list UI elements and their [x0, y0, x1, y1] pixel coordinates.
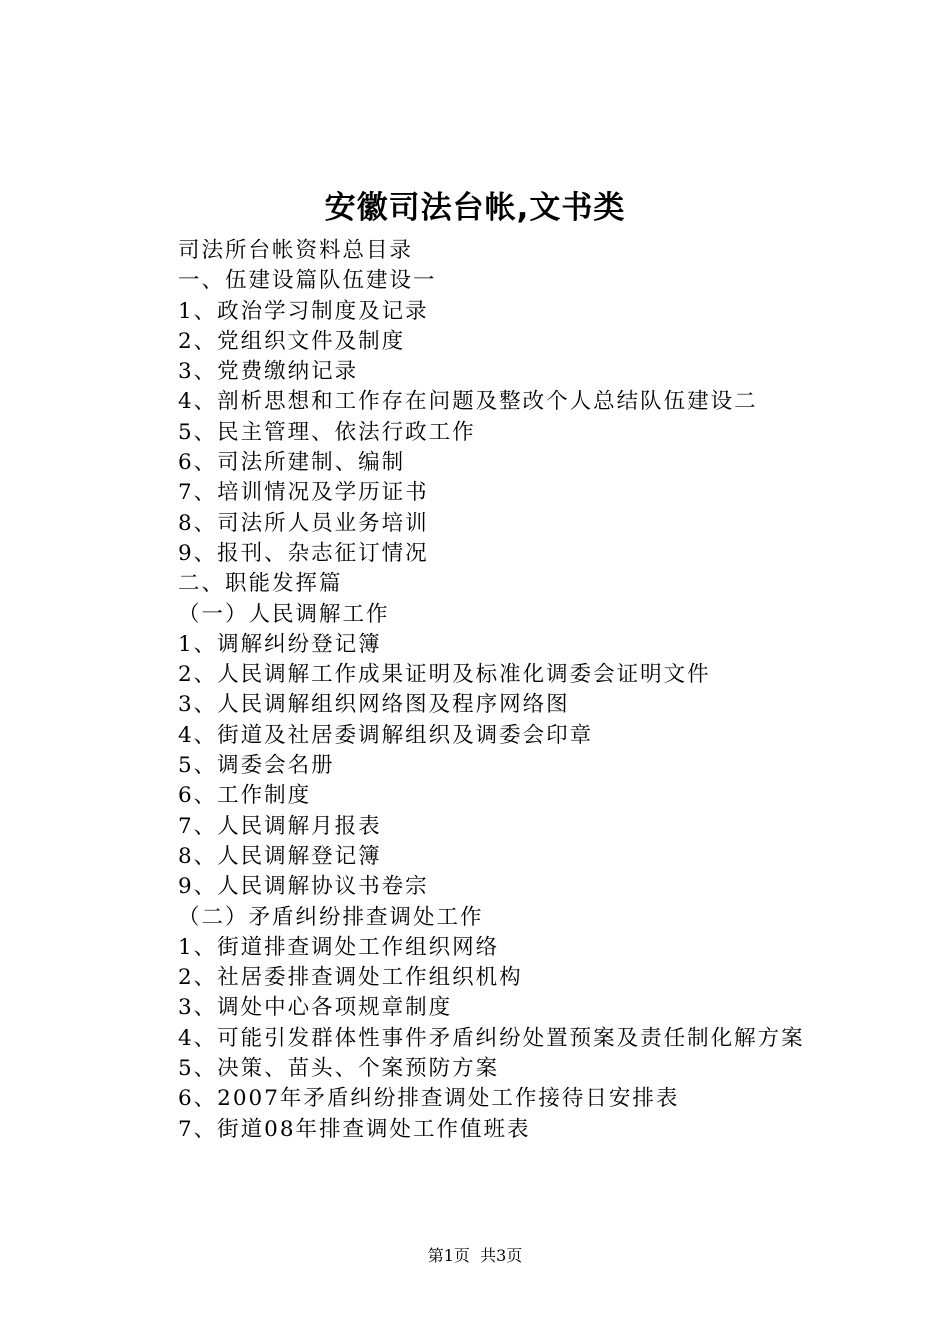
- list-item: 1、调解纠纷登记簿: [178, 631, 382, 657]
- list-item: 5、决策、苗头、个案预防方案: [178, 1056, 500, 1082]
- list-item: 2、社居委排查调处工作组织机构: [178, 965, 523, 991]
- section-heading: 一、伍建设篇队伍建设一: [178, 268, 437, 294]
- list-item: 5、民主管理、依法行政工作: [178, 419, 476, 445]
- toc-heading: 司法所台帐资料总目录: [178, 238, 414, 263]
- page-footer: [0, 1244, 950, 1268]
- list-item: 9、人民调解协议书卷宗: [178, 874, 429, 900]
- subsection-heading: （二）矛盾纠纷排查调处工作: [178, 904, 484, 930]
- subsection-heading: （一）人民调解工作: [178, 601, 390, 627]
- list-item: 4、可能引发群体性事件矛盾纠纷处置预案及责任制化解方案: [178, 1025, 805, 1051]
- list-item: 4、剖析思想和工作存在问题及整改个人总结队伍建设二: [178, 389, 758, 415]
- list-item: 1、街道排查调处工作组织网络: [178, 934, 500, 960]
- page-number: 第1页: [427, 1246, 470, 1265]
- list-item: 7、人民调解月报表: [178, 813, 382, 839]
- list-item: 7、培训情况及学历证书: [178, 480, 429, 506]
- list-item: 3、调处中心各项规章制度: [178, 995, 453, 1021]
- list-item: 6、工作制度: [178, 783, 312, 809]
- document-body: [128, 236, 838, 1145]
- list-item: 8、人民调解登记簿: [178, 843, 382, 869]
- list-item: 6、2007年矛盾纠纷排查调处工作接待日安排表: [178, 1086, 680, 1112]
- list-item: 2、党组织文件及制度: [178, 328, 406, 354]
- list-item: 3、党费缴纳记录: [178, 359, 359, 385]
- section-heading: 二、职能发挥篇: [178, 571, 343, 597]
- list-item: 4、街道及社居委调解组织及调委会印章: [178, 722, 594, 748]
- list-item: 6、司法所建制、编制: [178, 450, 406, 476]
- list-item: 8、司法所人员业务培训: [178, 510, 429, 536]
- list-item: 1、政治学习制度及记录: [178, 298, 429, 324]
- list-item: 5、调委会名册: [178, 753, 335, 779]
- list-item: 3、人民调解组织网络图及程序网络图: [178, 692, 570, 718]
- list-item: 2、人民调解工作成果证明及标准化调委会证明文件: [178, 662, 711, 688]
- document-title: 安徽司法台帐,文书类: [324, 190, 626, 226]
- list-item: 7、街道08年排查调处工作值班表: [178, 1116, 531, 1142]
- page-total: 共3页: [480, 1246, 523, 1265]
- list-item: 9、报刊、杂志征订情况: [178, 540, 429, 566]
